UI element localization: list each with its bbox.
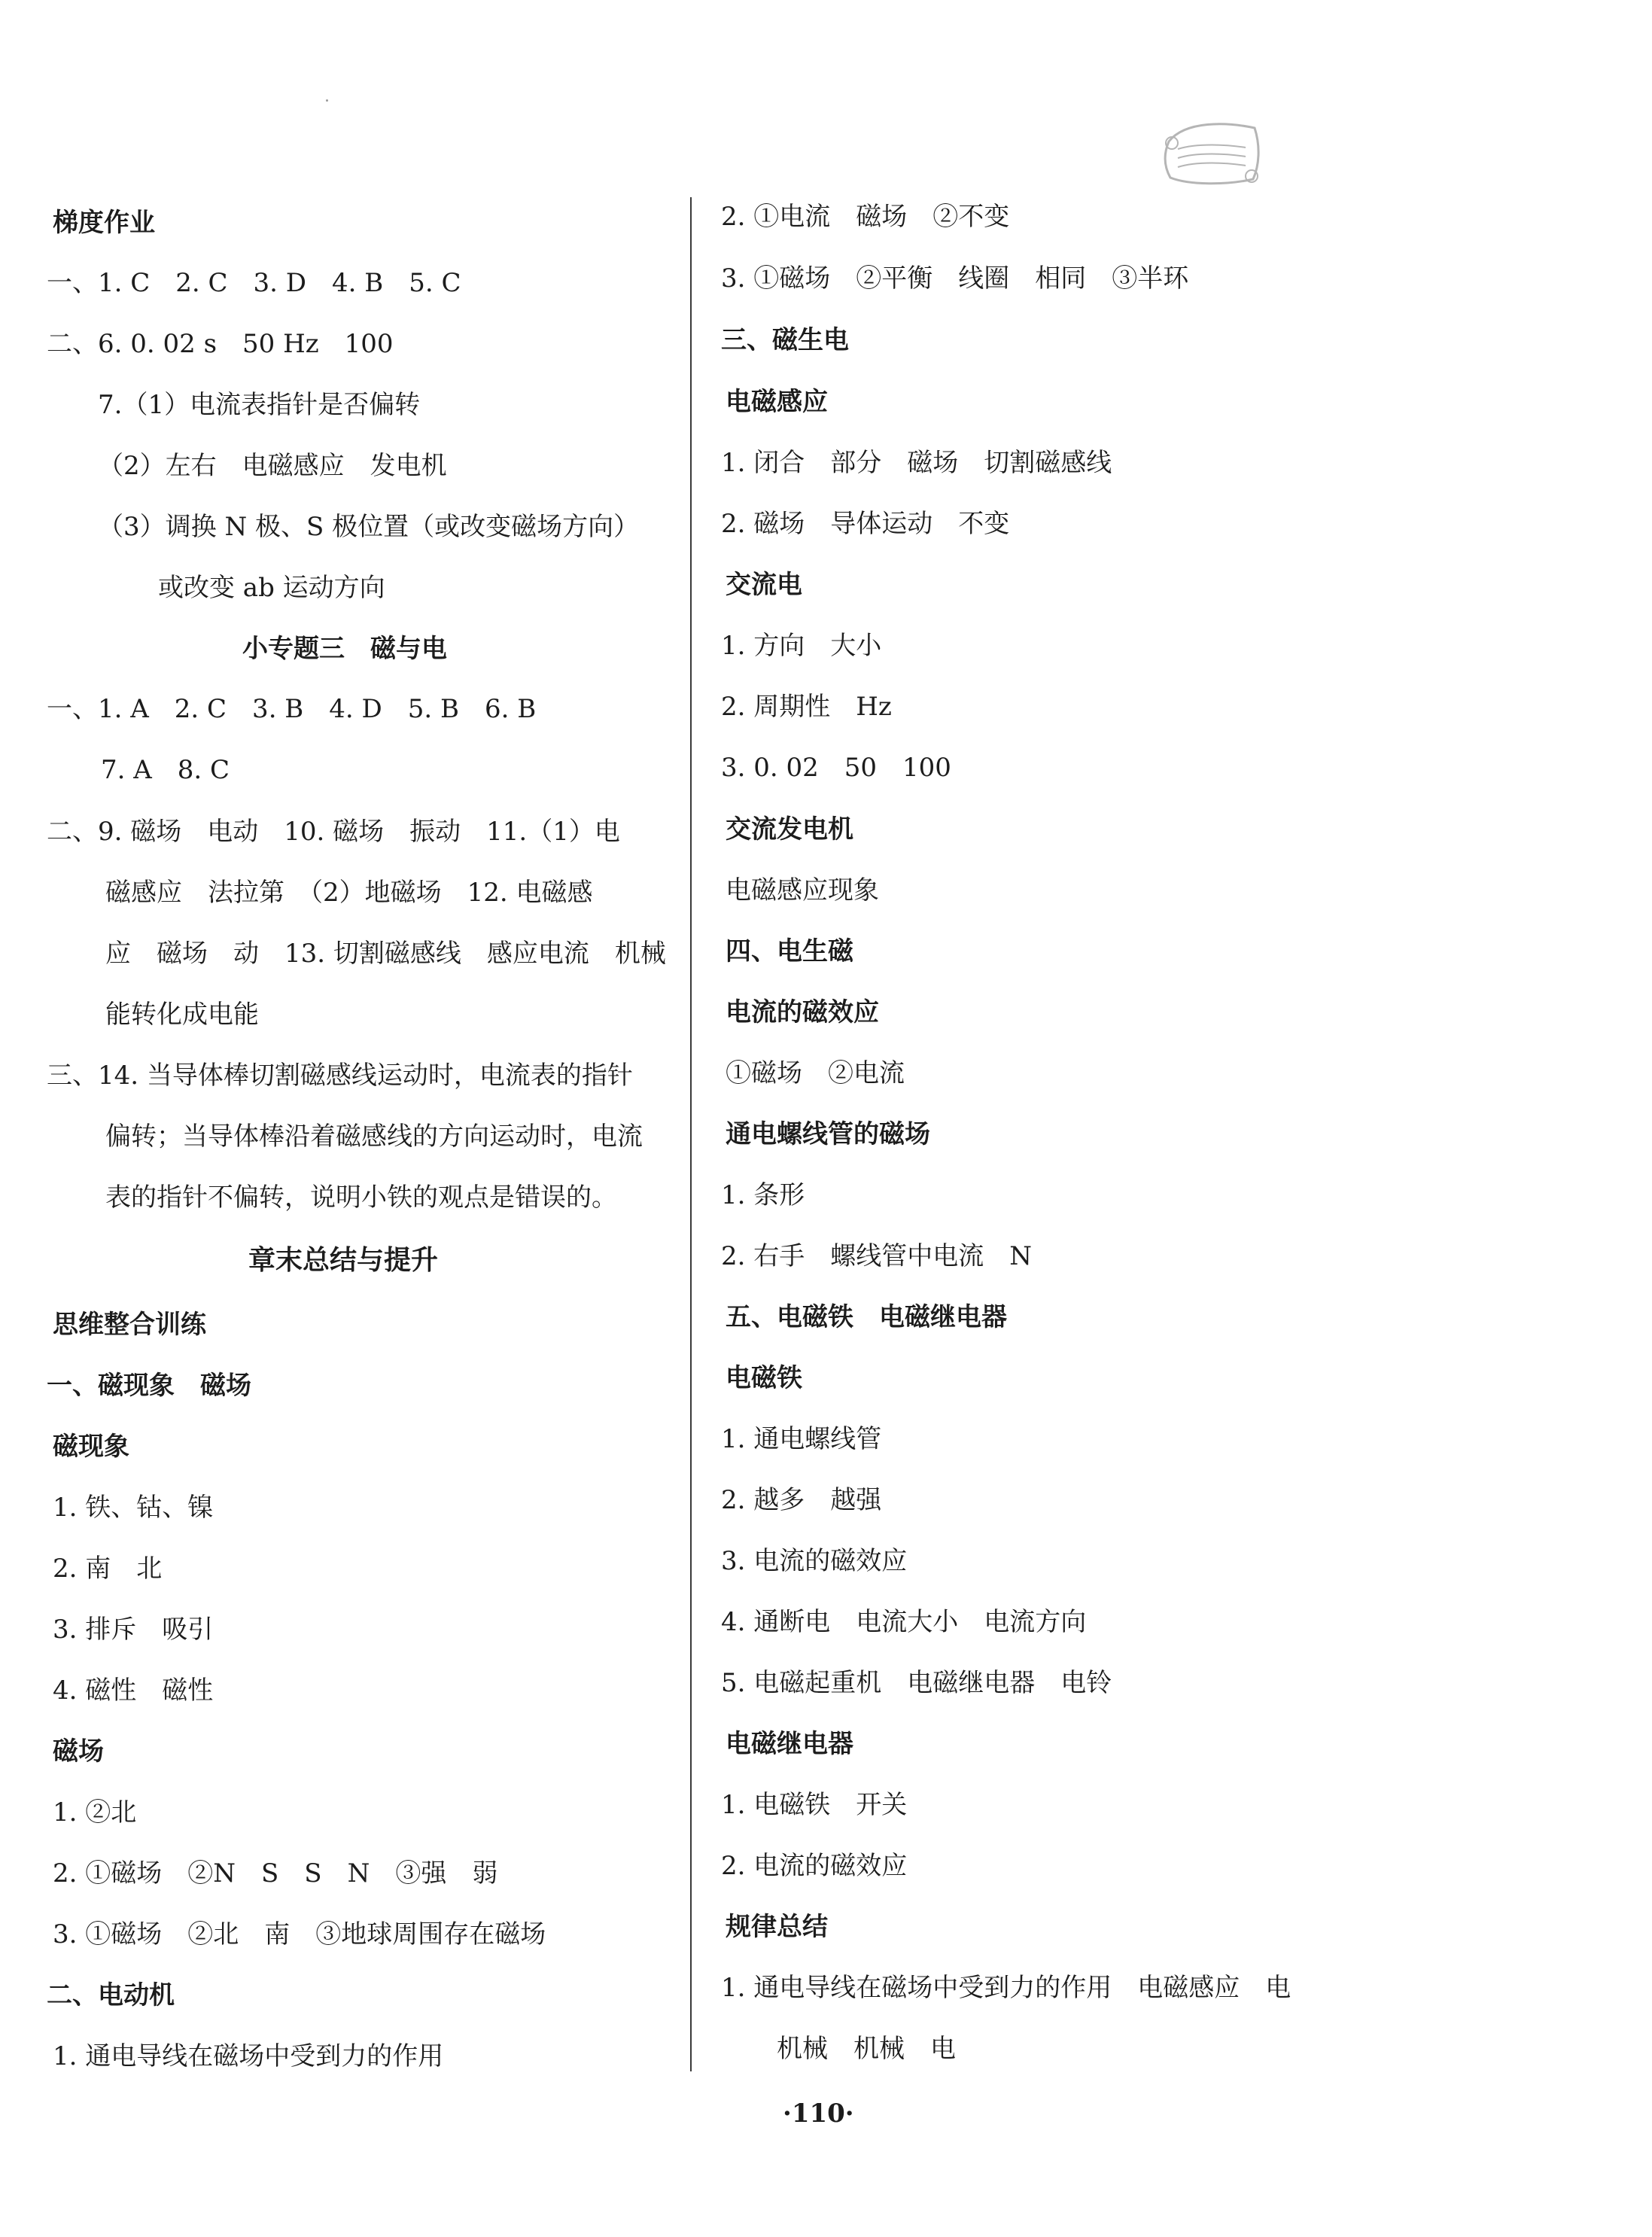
- scan-speck: [326, 99, 328, 102]
- answer-line: 2. 右手 螺线管中电流 N: [721, 1241, 1032, 1271]
- answer-line: 2. 磁场 导体运动 不变: [721, 509, 1010, 539]
- section-heading: 四、电生磁: [726, 936, 853, 966]
- answer-line: 1. ②北: [53, 1797, 137, 1828]
- answer-line: 1. 通电导线在磁场中受到力的作用: [53, 2041, 444, 2071]
- answer-line: 偏转；当导体棒沿着磁感线的方向运动时，电流: [105, 1122, 643, 1152]
- section-heading: 磁现象: [53, 1432, 129, 1462]
- chapter-summary-title: 章末总结与提升: [248, 1245, 439, 1276]
- section-heading: 五、电磁铁 电磁继电器: [726, 1302, 1007, 1332]
- answer-line: 2. 越多 越强: [721, 1485, 882, 1515]
- section-heading: 一、磁现象 磁场: [47, 1371, 251, 1401]
- answer-line: 表的指针不偏转，说明小铁的观点是错误的。: [105, 1182, 617, 1213]
- answer-line: 4. 磁性 磁性: [53, 1675, 214, 1706]
- scroll-stamp-icon: [1155, 113, 1268, 196]
- section-heading: 规律总结: [726, 1912, 828, 1942]
- section-heading: 通电螺线管的磁场: [726, 1119, 930, 1149]
- answer-line: 2. ①电流 磁场 ②不变: [721, 202, 1010, 232]
- answer-line: 磁感应 法拉第 （2）地磁场 12. 电磁感: [105, 878, 593, 908]
- answer-line: 7.（1）电流表指针是否偏转: [98, 390, 421, 420]
- answer-line: 1. 通电螺线管: [721, 1424, 882, 1454]
- answer-line: 1. 方向 大小: [721, 631, 882, 661]
- section-heading: 电磁铁: [726, 1363, 802, 1393]
- answer-line: 或改变 ab 运动方向: [158, 573, 385, 603]
- answer-line: 电磁感应现象: [726, 875, 879, 905]
- answer-line: 应 磁场 动 13. 切割磁感线 感应电流 机械: [105, 939, 666, 969]
- answer-line: 2. 周期性 Hz: [721, 692, 892, 722]
- answer-line: ①磁场 ②电流: [726, 1058, 905, 1088]
- answer-line: 3. 排斥 吸引: [53, 1615, 214, 1645]
- section-heading: 电磁感应: [726, 387, 828, 417]
- answer-line: 4. 通断电 电流大小 电流方向: [721, 1607, 1087, 1637]
- subsection-title: 小专题三 磁与电: [242, 634, 447, 664]
- section-heading: 思维整合训练: [53, 1310, 206, 1340]
- answer-line: （2）左右 电磁感应 发电机: [98, 451, 447, 481]
- answer-line: 7. A 8. C: [101, 755, 230, 785]
- section-heading: 交流电: [726, 570, 802, 600]
- answer-line: 能转化成电能: [105, 1000, 259, 1030]
- answer-line: （3）调换 N 极、S 极位置（或改变磁场方向）: [98, 512, 640, 542]
- answer-line: 1. 通电导线在磁场中受到力的作用 电磁感应 电: [721, 1973, 1291, 2003]
- section-heading: 电流的磁效应: [726, 997, 879, 1027]
- answer-line: 3. ①磁场 ②平衡 线圈 相同 ③半环: [721, 263, 1189, 294]
- answer-line: 3. ①磁场 ②北 南 ③地球周围存在磁场: [53, 1919, 546, 1949]
- section-heading: 梯度作业: [53, 208, 155, 238]
- answer-line: 3. 0. 02 50 100: [721, 753, 951, 783]
- answer-line: 2. 电流的磁效应: [721, 1851, 908, 1881]
- answer-line: 一、1. C 2. C 3. D 4. B 5. C: [47, 268, 461, 298]
- section-heading: 交流发电机: [726, 814, 853, 845]
- answer-line: 5. 电磁起重机 电磁继电器 电铃: [721, 1668, 1112, 1698]
- answer-line: 1. 闭合 部分 磁场 切割磁感线: [721, 448, 1112, 478]
- page-number: ·110·: [783, 2099, 854, 2129]
- answer-line: 1. 铁、钴、镍: [53, 1493, 214, 1523]
- answer-line: 一、1. A 2. C 3. B 4. D 5. B 6. B: [47, 694, 537, 724]
- section-heading: 二、电动机: [47, 1980, 175, 2010]
- answer-line: 1. 条形: [721, 1180, 805, 1210]
- answer-line: 二、6. 0. 02 s 50 Hz 100: [47, 329, 394, 359]
- answer-line: 2. ①磁场 ②N S S N ③强 弱: [53, 1858, 498, 1889]
- section-heading: 三、磁生电: [721, 325, 849, 355]
- answer-line: 二、9. 磁场 电动 10. 磁场 振动 11.（1）电: [47, 817, 620, 847]
- column-divider: [690, 197, 692, 2071]
- answer-line: 三、14. 当导体棒切割磁感线运动时，电流表的指针: [47, 1061, 633, 1091]
- answer-line: 1. 电磁铁 开关: [721, 1790, 908, 1820]
- section-heading: 电磁继电器: [726, 1729, 853, 1759]
- answer-line: 2. 南 北: [53, 1554, 163, 1584]
- answer-line: 机械 机械 电: [777, 2034, 956, 2064]
- section-heading: 磁场: [53, 1736, 104, 1767]
- answer-line: 3. 电流的磁效应: [721, 1546, 908, 1576]
